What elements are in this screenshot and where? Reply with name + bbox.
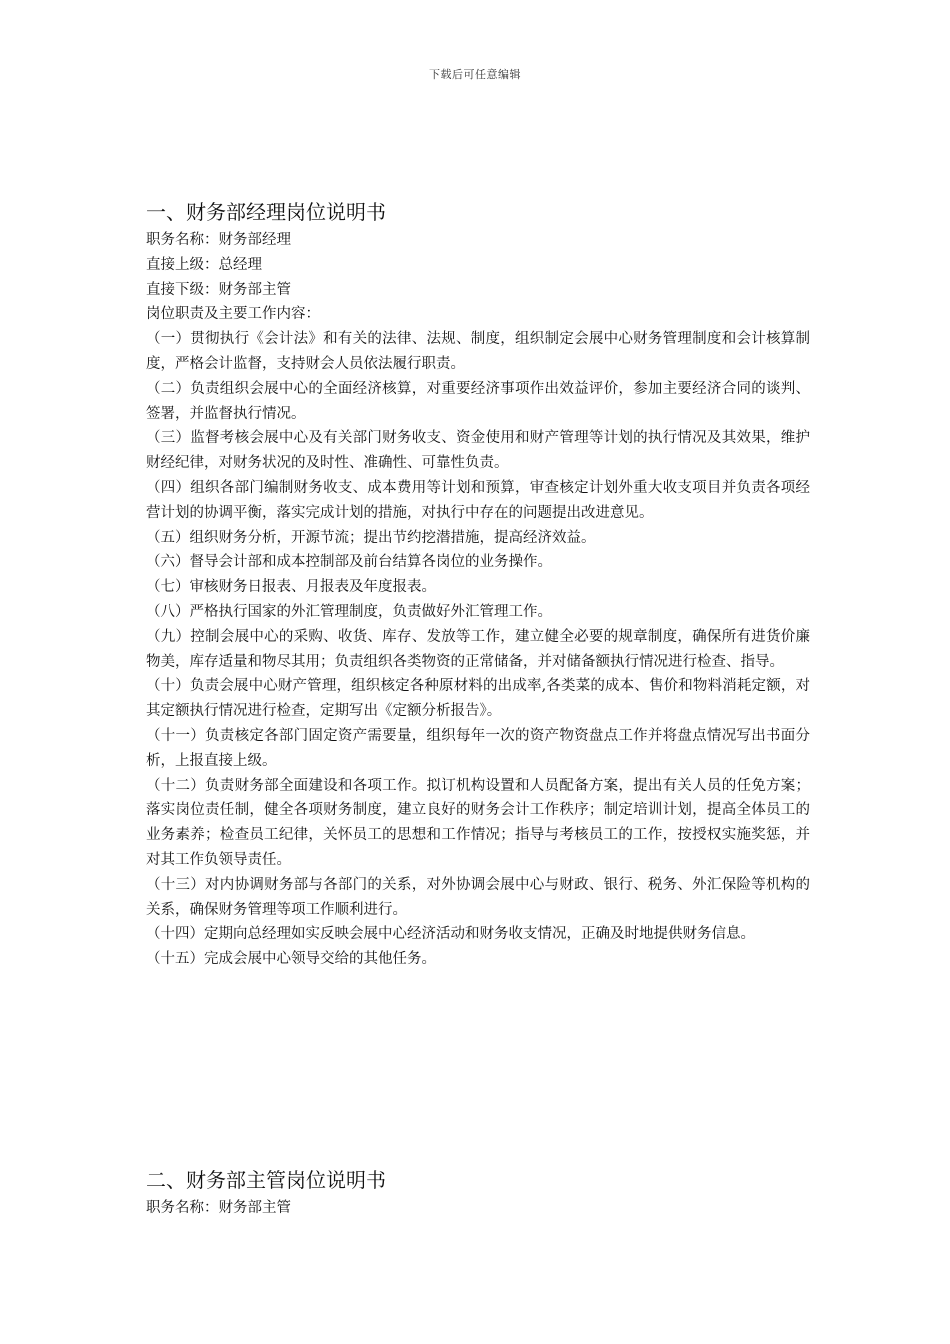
duty-item-6: （六）督导会计部和成本控制部及前台结算各岗位的业务操作。 xyxy=(146,554,552,571)
duty-item-3: （三）监督考核会展中心及有关部门财务收支、资金使用和财产管理等计划的执行情况及其效果，维护财经纪律，对财务状况的及时性、准确性、可靠性负责。 xyxy=(146,430,810,472)
section-title: 一、财务部经理岗位说明书 xyxy=(146,200,386,224)
superior-line: 直接上级：总经理 xyxy=(146,256,262,273)
subordinate-line: 直接下级：财务部主管 xyxy=(146,281,291,298)
section-finance-manager xyxy=(146,198,810,972)
section-finance-supervisor xyxy=(146,1166,810,1221)
duty-item-5: （五）组织财务分析，开源节流；提出节约挖潜措施，提高经济效益。 xyxy=(146,529,596,546)
duty-item-8: （八）严格执行国家的外汇管理制度，负责做好外汇管理工作。 xyxy=(146,603,552,620)
duty-item-4: （四）组织各部门编制财务收支、成本费用等计划和预算，审查核定计划外重大收支项目并负责各项经营计划的协调平衡，落实完成计划的措施，对执行中存在的问题提出改进意见。 xyxy=(146,479,810,521)
job-title-line: 职务名称：财务部主管 xyxy=(146,1200,291,1216)
duty-item-2: （二）负责组织会展中心的全面经济核算，对重要经济事项作出效益评价，参加主要经济合同的谈判、签署，并监督执行情况。 xyxy=(146,380,810,422)
duty-item-13: （十三）对内协调财务部与各部门的关系，对外协调会展中心与财政、银行、税务、外汇保险等机构的关系，确保财务管理等项工作顺利进行。 xyxy=(146,876,810,918)
job-title-line: 职务名称：财务部经理 xyxy=(146,232,291,248)
duties-heading: 岗位职责及主要工作内容： xyxy=(146,306,320,323)
duty-item-12: （十二）负责财务部全面建设和各项工作。拟订机构设置和人员配备方案，提出有关人员的任免方案；落实岗位责任制，健全各项财务制度，建立良好的财务会计工作秩序；制定培训计划，提高全体员工的业务素养；检查员工纪律，关怀员工的思想和工作情况；指导与考核员工的工作，按授权实施奖惩，并对其工作负领导责任。 xyxy=(146,777,810,868)
header-note: 下载后可任意编辑 xyxy=(429,68,521,81)
duty-item-1: （一）贯彻执行《会计法》和有关的法律、法规、制度，组织制定会展中心财务管理制度和会计核算制度，严格会计监督，支持财会人员依法履行职责。 xyxy=(146,331,810,372)
duty-item-10: （十）负责会展中心财产管理，组织核定各种原材料的出成率,各类菜的成本、售价和物料消耗定额，对其定额执行情况进行检查，定期写出《定额分析报告》。 xyxy=(146,678,810,720)
duty-item-15: （十五）完成会展中心领导交给的其他任务。 xyxy=(146,951,436,968)
duty-item-11: （十一）负责核定各部门固定资产需要量，组织每年一次的资产物资盘点工作并将盘点情况写出书面分析，上报直接上级。 xyxy=(146,727,810,769)
duty-item-7: （七）审核财务日报表、月报表及年度报表。 xyxy=(146,579,436,596)
section-title: 二、财务部主管岗位说明书 xyxy=(146,1168,386,1192)
duty-item-9: （九）控制会展中心的采购、收货、库存、发放等工作，建立健全必要的规章制度，确保所有进货价廉物美，库存适量和物尽其用；负责组织各类物资的正常储备，并对储备额执行情况进行检查、指导。 xyxy=(146,628,810,670)
duty-item-14: （十四）定期向总经理如实反映会展中心经济活动和财务收支情况，正确及时地提供财务信息。 xyxy=(146,926,755,943)
